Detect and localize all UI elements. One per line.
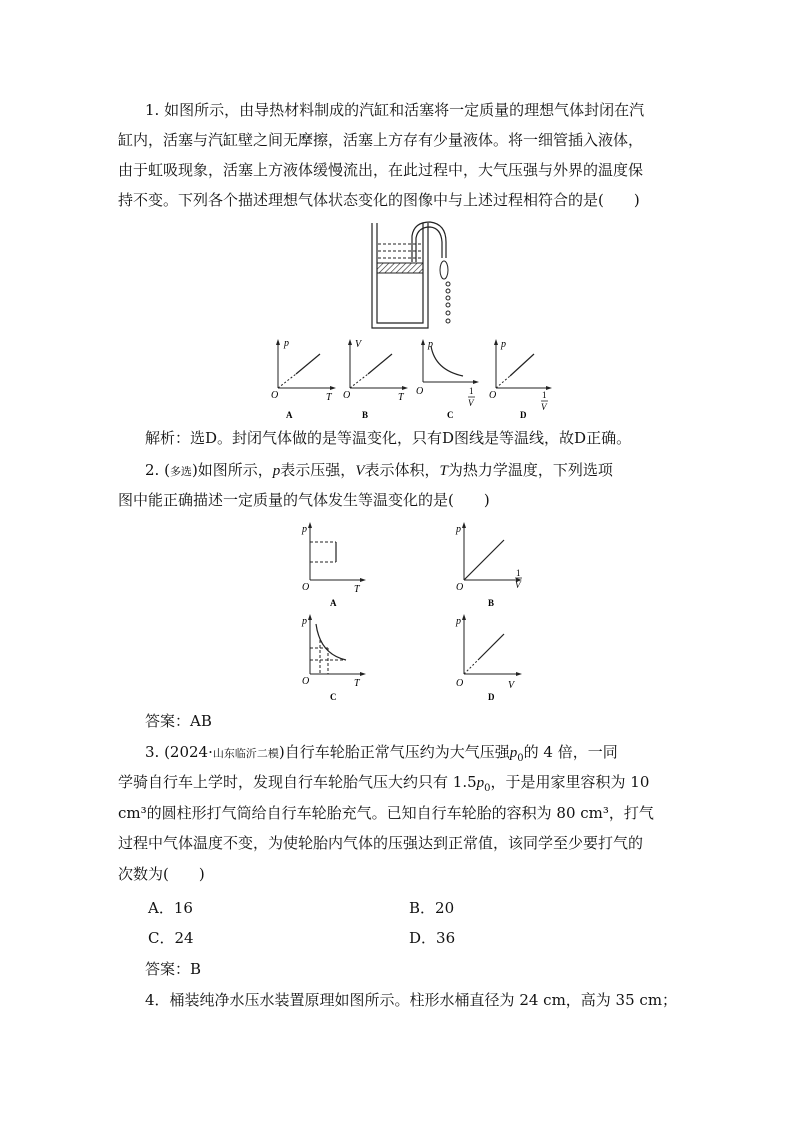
q3-l2-var-sub: 0 (484, 783, 491, 794)
q2-text-c: 表示压强， (280, 461, 356, 479)
q3-option-c: C．24 (148, 929, 194, 947)
q2-var-p: p (272, 463, 281, 479)
q3-option-b: B．20 (409, 899, 455, 917)
q2-text-d: 表示体积， (364, 461, 440, 479)
q1-graph-b-ylabel: V (355, 339, 362, 350)
q2-graph-c-xlabel: T (354, 678, 360, 689)
q2-graph-b-xnum: 1 (516, 568, 521, 578)
q2-graph-c (298, 610, 378, 702)
q2-graph-a-xlabel: T (354, 584, 360, 595)
q2-graph-b-ylabel: p (456, 524, 461, 535)
q1-graph-d-ylabel: p (501, 339, 506, 350)
q1-graph-c-origin: O (416, 386, 424, 397)
q2-graph-b-xden: V (515, 580, 521, 590)
q2-graph-d-xlabel: V (508, 680, 515, 691)
q1-line-3: 由于虹吸现象，活塞上方液体缓慢流出，在此过程中，大气压强与外界的温度保 (118, 161, 644, 179)
q3-answer: 答案：B (145, 960, 202, 978)
q3-l2-var-p: p (476, 775, 485, 791)
q2-graph-d-origin: O (456, 678, 464, 689)
q1-graph-a-ylabel: p (284, 338, 289, 349)
q1-graph-b-xlabel: T (398, 392, 404, 403)
q2-line-1 (145, 460, 685, 482)
q2-answer: 答案：AB (145, 712, 212, 730)
q4-line-1: 4．桶装纯净水压水装置原理如图所示。柱形水桶直径为 24 cm，高为 35 cm； (145, 991, 678, 1009)
q3-l2-text-b: ，于是用家里容积为 10 (490, 773, 650, 791)
q2-graph-c-origin: O (302, 676, 310, 687)
q1-graph-a-xlabel: T (326, 392, 332, 403)
q2-graph-b-origin: O (456, 582, 464, 593)
q2-tag: 多选 (169, 465, 192, 478)
q1-line-4: 持不变。下列各个描述理想气体状态变化的图像中与上述过程相符合的是( ) (118, 191, 640, 209)
q3-text-a: 3. (2024· (145, 743, 213, 761)
q1-graph-b-label: B (362, 410, 369, 420)
q3-line-4: 过程中气体温度不变，为使轮胎内气体的压强达到正常值，该同学至少要打气的 (118, 834, 644, 852)
q1-graph-d (486, 336, 556, 422)
q3-line-3: cm³的圆柱形打气筒给自行车轮胎充气。已知自行车轮胎的容积为 80 cm³，打气 (118, 804, 654, 822)
q3-tag: 山东临沂二模 (212, 747, 279, 760)
q1-graph-c-label: C (447, 410, 454, 420)
q2-graph-c-ylabel: p (302, 616, 307, 627)
q1-graph-c-ylabel: p (428, 339, 433, 350)
q2-line-2: 图中能正确描述一定质量的气体发生等温变化的是( ) (118, 491, 490, 509)
q1-solution: 解析：选D。封闭气体做的是等温变化，只有D图线是等温线，故D正确。 (145, 429, 632, 447)
q3-l2-text-a: 学骑自行车上学时，发现自行车轮胎气压大约只有 1.5 (118, 773, 477, 791)
q2-graph-a (298, 518, 378, 610)
q3-var-p: p (509, 745, 518, 761)
q3-var-sub: 0 (517, 753, 524, 764)
q2-graph-b-label: B (488, 598, 495, 608)
q3-text-c: 的 4 倍，一同 (523, 743, 618, 761)
q2-graph-d-ylabel: p (456, 616, 461, 627)
q1-graph-d-xden: V (541, 402, 547, 412)
q2-graph-d-label: D (488, 692, 495, 702)
q1-graph-c (413, 336, 485, 422)
q3-line-1 (145, 742, 685, 769)
q1-graph-d-origin: O (489, 390, 497, 401)
cylinder-siphon-figure (360, 218, 470, 333)
q2-var-v: V (355, 463, 365, 479)
q2-graph-c-label: C (330, 692, 337, 702)
q2-var-t: T (439, 463, 448, 479)
q1-graph-c-xnum: 1 (469, 386, 474, 396)
q1-graph-d-label: D (520, 410, 527, 420)
q2-graph-b (454, 518, 534, 610)
q1-line-2: 缸内，活塞与汽缸壁之间无摩擦，活塞上方存有少量液体。将一细管插入液体， (118, 131, 644, 149)
q1-graph-d-xnum: 1 (542, 390, 547, 400)
q1-line-1: 1. 如图所示，由导热材料制成的汽缸和活塞将一定质量的理想气体封闭在汽 (145, 101, 645, 119)
q2-graph-d (454, 610, 534, 702)
q1-graph-b-origin: O (343, 390, 351, 401)
q2-graph-a-origin: O (302, 582, 310, 593)
q1-graph-a-origin: O (271, 390, 279, 401)
q2-graph-a-ylabel: p (302, 524, 307, 535)
q2-text-b: )如图所示， (191, 461, 273, 479)
q1-graph-a (268, 336, 338, 422)
q3-text-b: )自行车轮胎正常气压约为大气压强 (278, 743, 510, 761)
q3-line-5: 次数为( ) (118, 865, 205, 883)
q2-text-e: 为热力学温度，下列选项 (447, 461, 613, 479)
q3-option-d: D．36 (409, 929, 456, 947)
q1-graph-c-xden: V (468, 398, 474, 408)
q2-graph-a-label: A (330, 598, 337, 608)
q1-graph-b (340, 336, 412, 422)
q2-text-a: 2. ( (145, 461, 170, 479)
q3-option-a: A．16 (148, 899, 193, 917)
q3-line-2 (118, 772, 658, 799)
q1-graph-a-label: A (286, 410, 293, 420)
